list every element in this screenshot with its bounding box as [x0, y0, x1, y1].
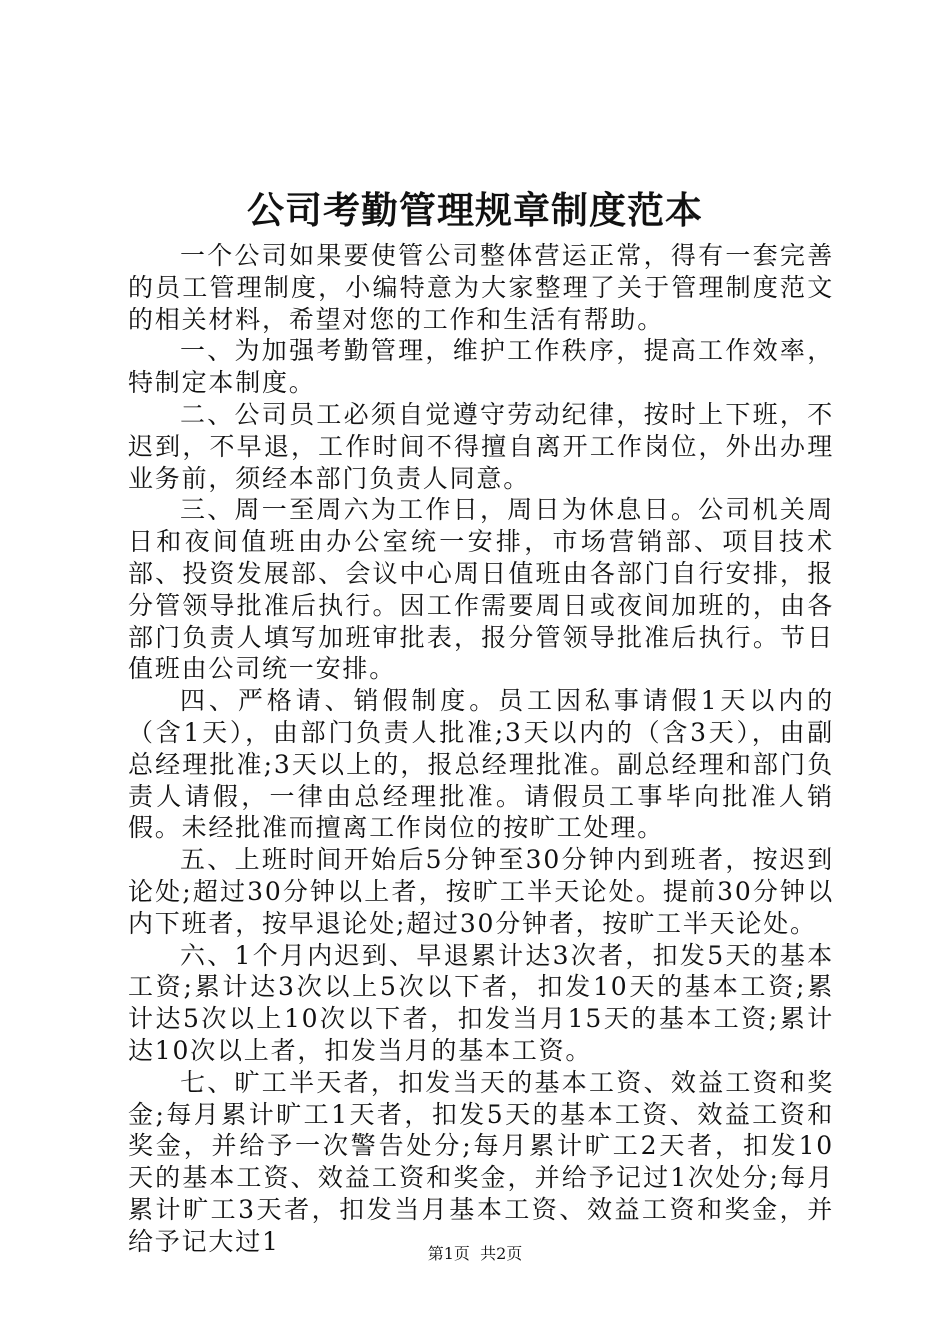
paragraph-clause-3: 三、周一至周六为工作日，周日为休息日。公司机关周日和夜间值班由办公室统一安排，市场营销部、项目技术部、投资发展部、会议中心周日值班由各部门自行安排，报分管领导批准后执行。因工作需要周日或夜间加班的，由各部门负责人填写加班审批表，报分管领导批准后执行。节日值班由公司统一安排。	[128, 495, 834, 684]
footer-spacer	[470, 1244, 480, 1263]
paragraph-clause-1: 一、为加强考勤管理，维护工作秩序，提高工作效率，特制定本制度。	[128, 336, 834, 398]
page-footer	[0, 1242, 950, 1266]
paragraph-intro: 一个公司如果要使管公司整体营运正常，得有一套完善的员工管理制度，小编特意为大家整理了关于管理制度范文的相关材料，希望对您的工作和生活有帮助。	[128, 241, 834, 334]
page-number-current: 第1页	[427, 1244, 470, 1263]
paragraph-clause-2: 二、公司员工必须自觉遵守劳动纪律，按时上下班，不迟到，不早退，工作时间不得擅自离开工作岗位，外出办理业务前，须经本部门负责人同意。	[128, 399, 834, 493]
page-number-total: 共2页	[480, 1244, 523, 1263]
paragraph-clause-7: 七、旷工半天者，扣发当天的基本工资、效益工资和奖金;每月累计旷工1天者，扣发5天的基本工资、效益工资和奖金，并给予一次警告处分;每月累计旷工2天者，扣发10天的基本工资、效益工资和奖金，并给予记过1次处分;每月累计旷工3天者，扣发当月基本工资、效益工资和奖金，并给予记大过1	[128, 1067, 834, 1256]
document-body	[128, 240, 834, 1258]
paragraph-clause-6: 六、1个月内迟到、早退累计达3次者，扣发5天的基本工资;累计达3次以上5次以下者，扣发10天的基本工资;累计达5次以上10次以下者，扣发当月15天的基本工资;累计达10次以上者，扣发当月的基本工资。	[128, 940, 834, 1065]
document-title: 公司考勤管理规章制度范本	[247, 188, 703, 232]
paragraph-clause-5: 五、上班时间开始后5分钟至30分钟内到班者，按迟到论处;超过30分钟以上者，按旷工半天论处。提前30分钟以内下班者，按早退论处;超过30分钟者，按旷工半天论处。	[128, 845, 834, 938]
paragraph-clause-4: 四、严格请、销假制度。员工因私事请假1天以内的（含1天），由部门负责人批准;3天以内的（含3天），由副总经理批准;3天以上的，报总经理批准。副总经理和部门负责人请假，一律由总经理批准。请假员工事毕向批准人销假。未经批准而擅离工作岗位的按旷工处理。	[128, 686, 834, 843]
